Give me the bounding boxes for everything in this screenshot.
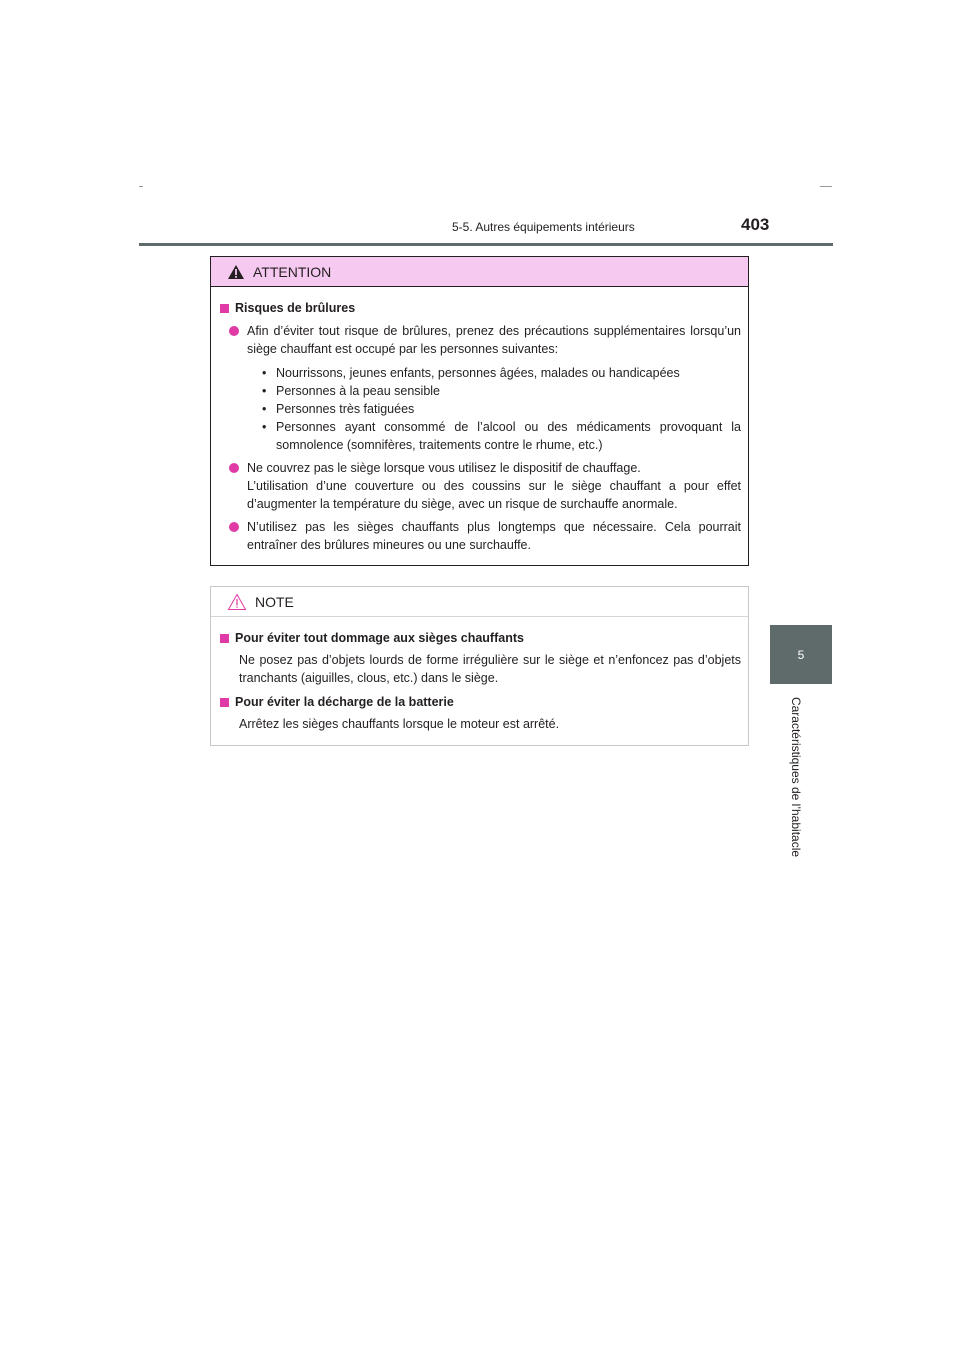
attention-body — [211, 287, 748, 554]
list-item-text: Nourrissons, jeunes enfants, personnes âgées, malades ou handicapées — [276, 366, 680, 380]
attention-sub-list — [262, 364, 741, 454]
list-item — [262, 364, 741, 382]
dot-marker: • — [262, 384, 267, 398]
crop-mark-left — [139, 186, 143, 187]
list-item — [262, 400, 741, 418]
round-bullet-icon — [229, 463, 239, 473]
note-title: NOTE — [255, 593, 294, 610]
note-box — [210, 586, 749, 746]
note-section-2-title: Pour éviter la décharge de la batterie — [235, 695, 454, 709]
square-bullet-icon — [220, 698, 229, 707]
chapter-tab — [770, 625, 832, 684]
square-bullet-icon — [220, 634, 229, 643]
chapter-label-wrap — [772, 689, 820, 865]
dot-marker: • — [262, 420, 267, 434]
attention-bullet-3 — [220, 518, 741, 554]
crop-mark-right — [820, 186, 832, 187]
list-item-text: Personnes ayant consommé de l’alcool ou des médicaments provoquant la somnolence (somnifères, traitements contre le rhume, etc.) — [276, 420, 741, 452]
attention-bullet-2-line2: L’utilisation d’une couverture ou des coussins sur le siège chauffant a pour effet d’augmenter la température du siège, avec un risque de surchauffe anormale. — [247, 479, 741, 511]
warning-icon — [227, 264, 245, 280]
round-bullet-icon — [229, 522, 239, 532]
list-item-text: Personnes à la peau sensible — [276, 384, 441, 398]
list-item-text: Personnes très fatiguées — [276, 402, 415, 416]
attention-bullet-1 — [220, 322, 741, 358]
caution-outline-icon — [227, 593, 247, 611]
note-body — [211, 617, 748, 733]
attention-bullet-2 — [220, 459, 741, 513]
attention-section-heading — [220, 299, 741, 317]
attention-header — [211, 257, 748, 287]
attention-bullet-2-line1: Ne couvrez pas le siège lorsque vous utilisez le dispositif de chauffage. — [247, 461, 641, 475]
square-bullet-icon — [220, 304, 229, 313]
note-section-1-text: Ne posez pas d’objets lourds de forme irrégulière sur le siège et n’enfoncez pas d’objets tranchants (aiguilles, clous, etc.) dans le siège. — [239, 653, 741, 685]
attention-bullet-3-text: N’utilisez pas les sièges chauffants plus longtemps que nécessaire. Cela pourrait entraîner des brûlures mineures ou une surchauffe. — [247, 520, 741, 552]
dot-marker: • — [262, 366, 267, 380]
note-section-1-title: Pour éviter tout dommage aux sièges chauffants — [235, 631, 524, 645]
attention-bullet-1-text: Afin d’éviter tout risque de brûlures, prenez des précautions supplémentaires lorsqu’un siège chauffant est occupé par les personnes suivantes: — [247, 324, 741, 356]
note-section-2-text: Arrêtez les sièges chauffants lorsque le moteur est arrêté. — [239, 717, 560, 731]
header-rule — [139, 243, 833, 246]
round-bullet-icon — [229, 326, 239, 336]
attention-title: ATTENTION — [253, 263, 332, 280]
section-title: 5-5. Autres équipements intérieurs — [452, 220, 635, 234]
dot-marker: • — [262, 402, 267, 416]
chapter-number: 5 — [797, 647, 805, 662]
note-header — [211, 587, 748, 617]
note-section-1-heading — [220, 629, 741, 647]
attention-section-title: Risques de brûlures — [235, 301, 356, 315]
note-section-2-heading — [220, 693, 741, 711]
list-item — [262, 382, 741, 400]
attention-box — [210, 256, 749, 566]
list-item — [262, 418, 741, 454]
page-number: 403 — [741, 215, 770, 234]
chapter-label: Caractéristiques de l’habitacle — [789, 696, 803, 858]
